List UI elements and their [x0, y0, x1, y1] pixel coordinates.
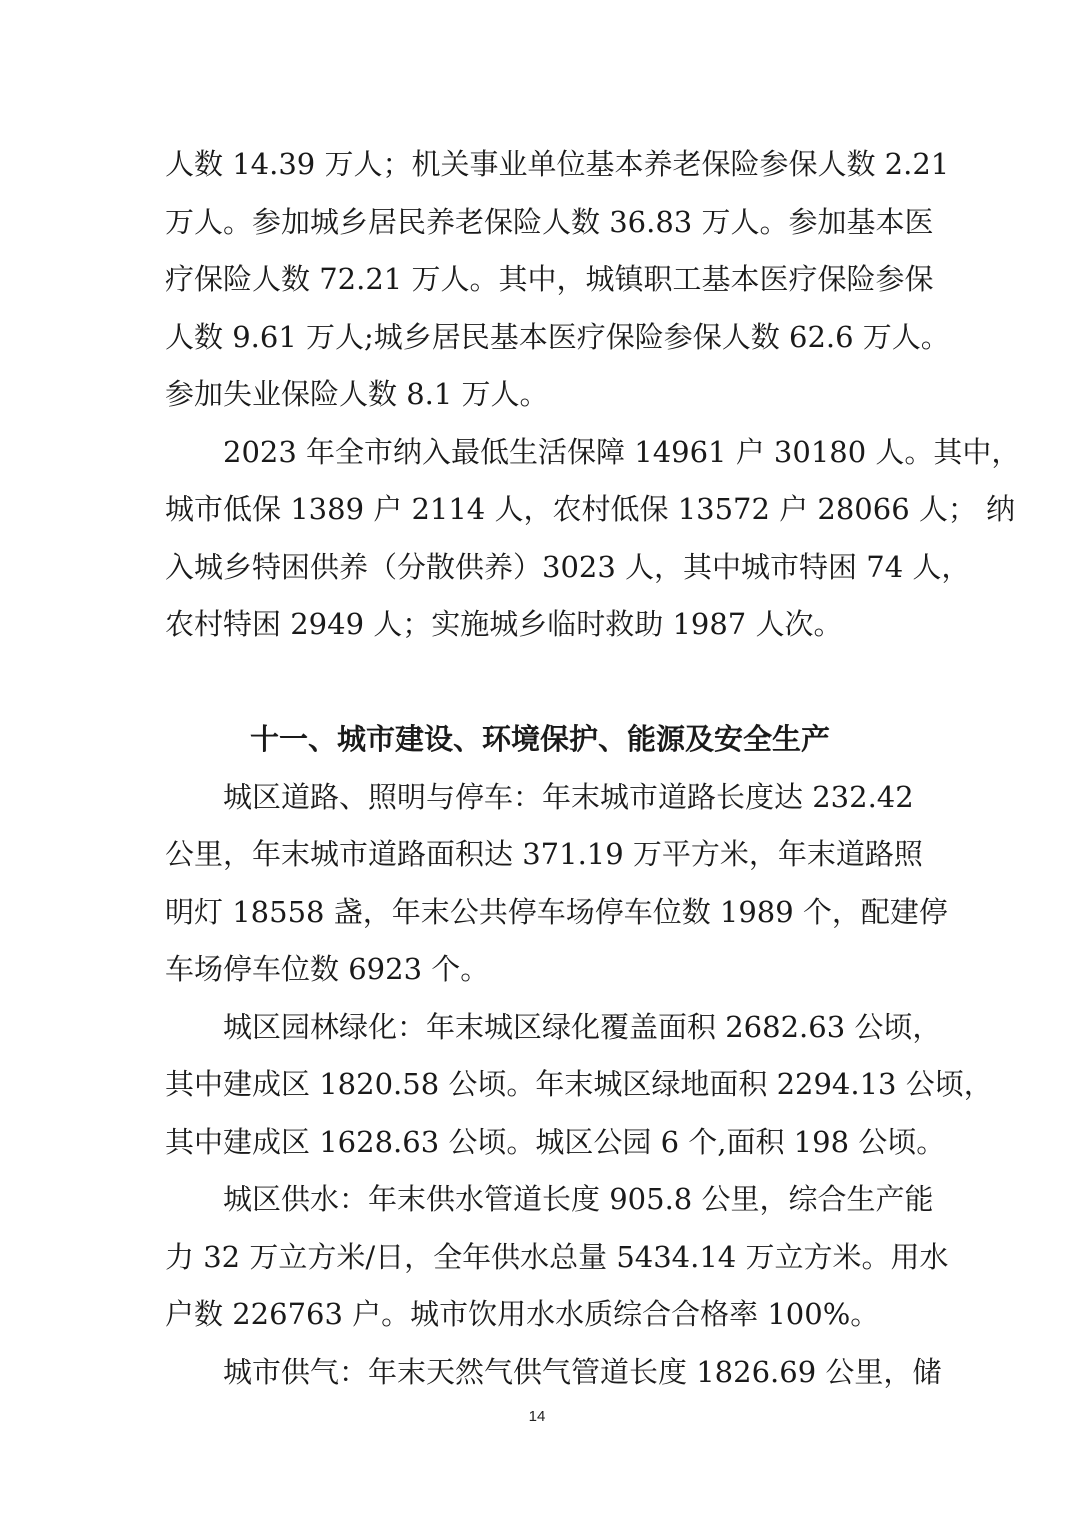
text-line: 力 32 万立方米/日，全年供水总量 5434.14 万立方米。用水 [165, 1239, 949, 1274]
document-body [165, 136, 1021, 1401]
text-line: 明灯 18558 盏，年末公共停车场停车位数 1989 个，配建停 [165, 894, 948, 929]
paragraph-gas-supply [165, 1344, 942, 1402]
text-line: 城区道路、照明与停车：年末城市道路长度达 232.42 [223, 779, 914, 814]
page-number: 14 [528, 1408, 546, 1425]
paragraph-insurance [165, 136, 950, 424]
paragraph-landscaping [165, 999, 993, 1172]
text-line: 人数 14.39 万人；机关事业单位基本养老保险参保人数 2.21 [165, 147, 950, 181]
text-line: 农村特困 2949 人；实施城乡临时救助 1987 人次。 [165, 607, 843, 641]
text-line: 车场停车位数 6923 个。 [165, 952, 490, 986]
text-line: 人数 9.61 万人;城乡居民基本医疗保险参保人数 62.6 万人。 [165, 319, 950, 354]
text-line: 城市供气：年末天然气供气管道长度 1826.69 公里，储 [223, 1354, 942, 1389]
text-line: 入城乡特困供养（分散供养）3023 人，其中城市特困 74 人， [165, 549, 971, 584]
paragraph-water-supply [165, 1171, 949, 1344]
text-line: 2023 年全市纳入最低生活保障 14961 户 30180 人。其中， [223, 434, 1021, 469]
text-line: 其中建成区 1628.63 公顷。城区公园 6 个,面积 198 公顷。 [165, 1124, 946, 1159]
text-line: 其中建成区 1820.58 公顷。年末城区绿地面积 2294.13 公顷， [165, 1067, 993, 1101]
text-line: 万人。参加城乡居民养老保险人数 36.83 万人。参加基本医 [165, 204, 934, 239]
text-line: 城区园林绿化：年末城区绿化覆盖面积 2682.63 公顷， [223, 1009, 942, 1044]
text-line: 疗保险人数 72.21 万人。其中，城镇职工基本医疗保险参保 [165, 262, 934, 296]
text-line: 公里，年末城市道路面积达 371.19 万平方米，年末道路照 [165, 837, 923, 871]
text-line: 户数 226763 户。城市饮用水水质综合合格率 100%。 [165, 1297, 880, 1331]
text-line: 城市低保 1389 户 2114 人，农村低保 13572 户 28066 人； 纳 [165, 492, 1016, 526]
paragraph-roads-lighting-parking [165, 769, 948, 999]
text-line: 参加失业保险人数 8.1 万人。 [165, 377, 549, 411]
paragraph-minimum-living-security [165, 424, 1021, 654]
section-heading: 十一、城市建设、环境保护、能源及安全生产 [249, 722, 830, 756]
text-line: 城区供水：年末供水管道长度 905.8 公里，综合生产能 [223, 1182, 934, 1216]
spacer [165, 654, 915, 712]
